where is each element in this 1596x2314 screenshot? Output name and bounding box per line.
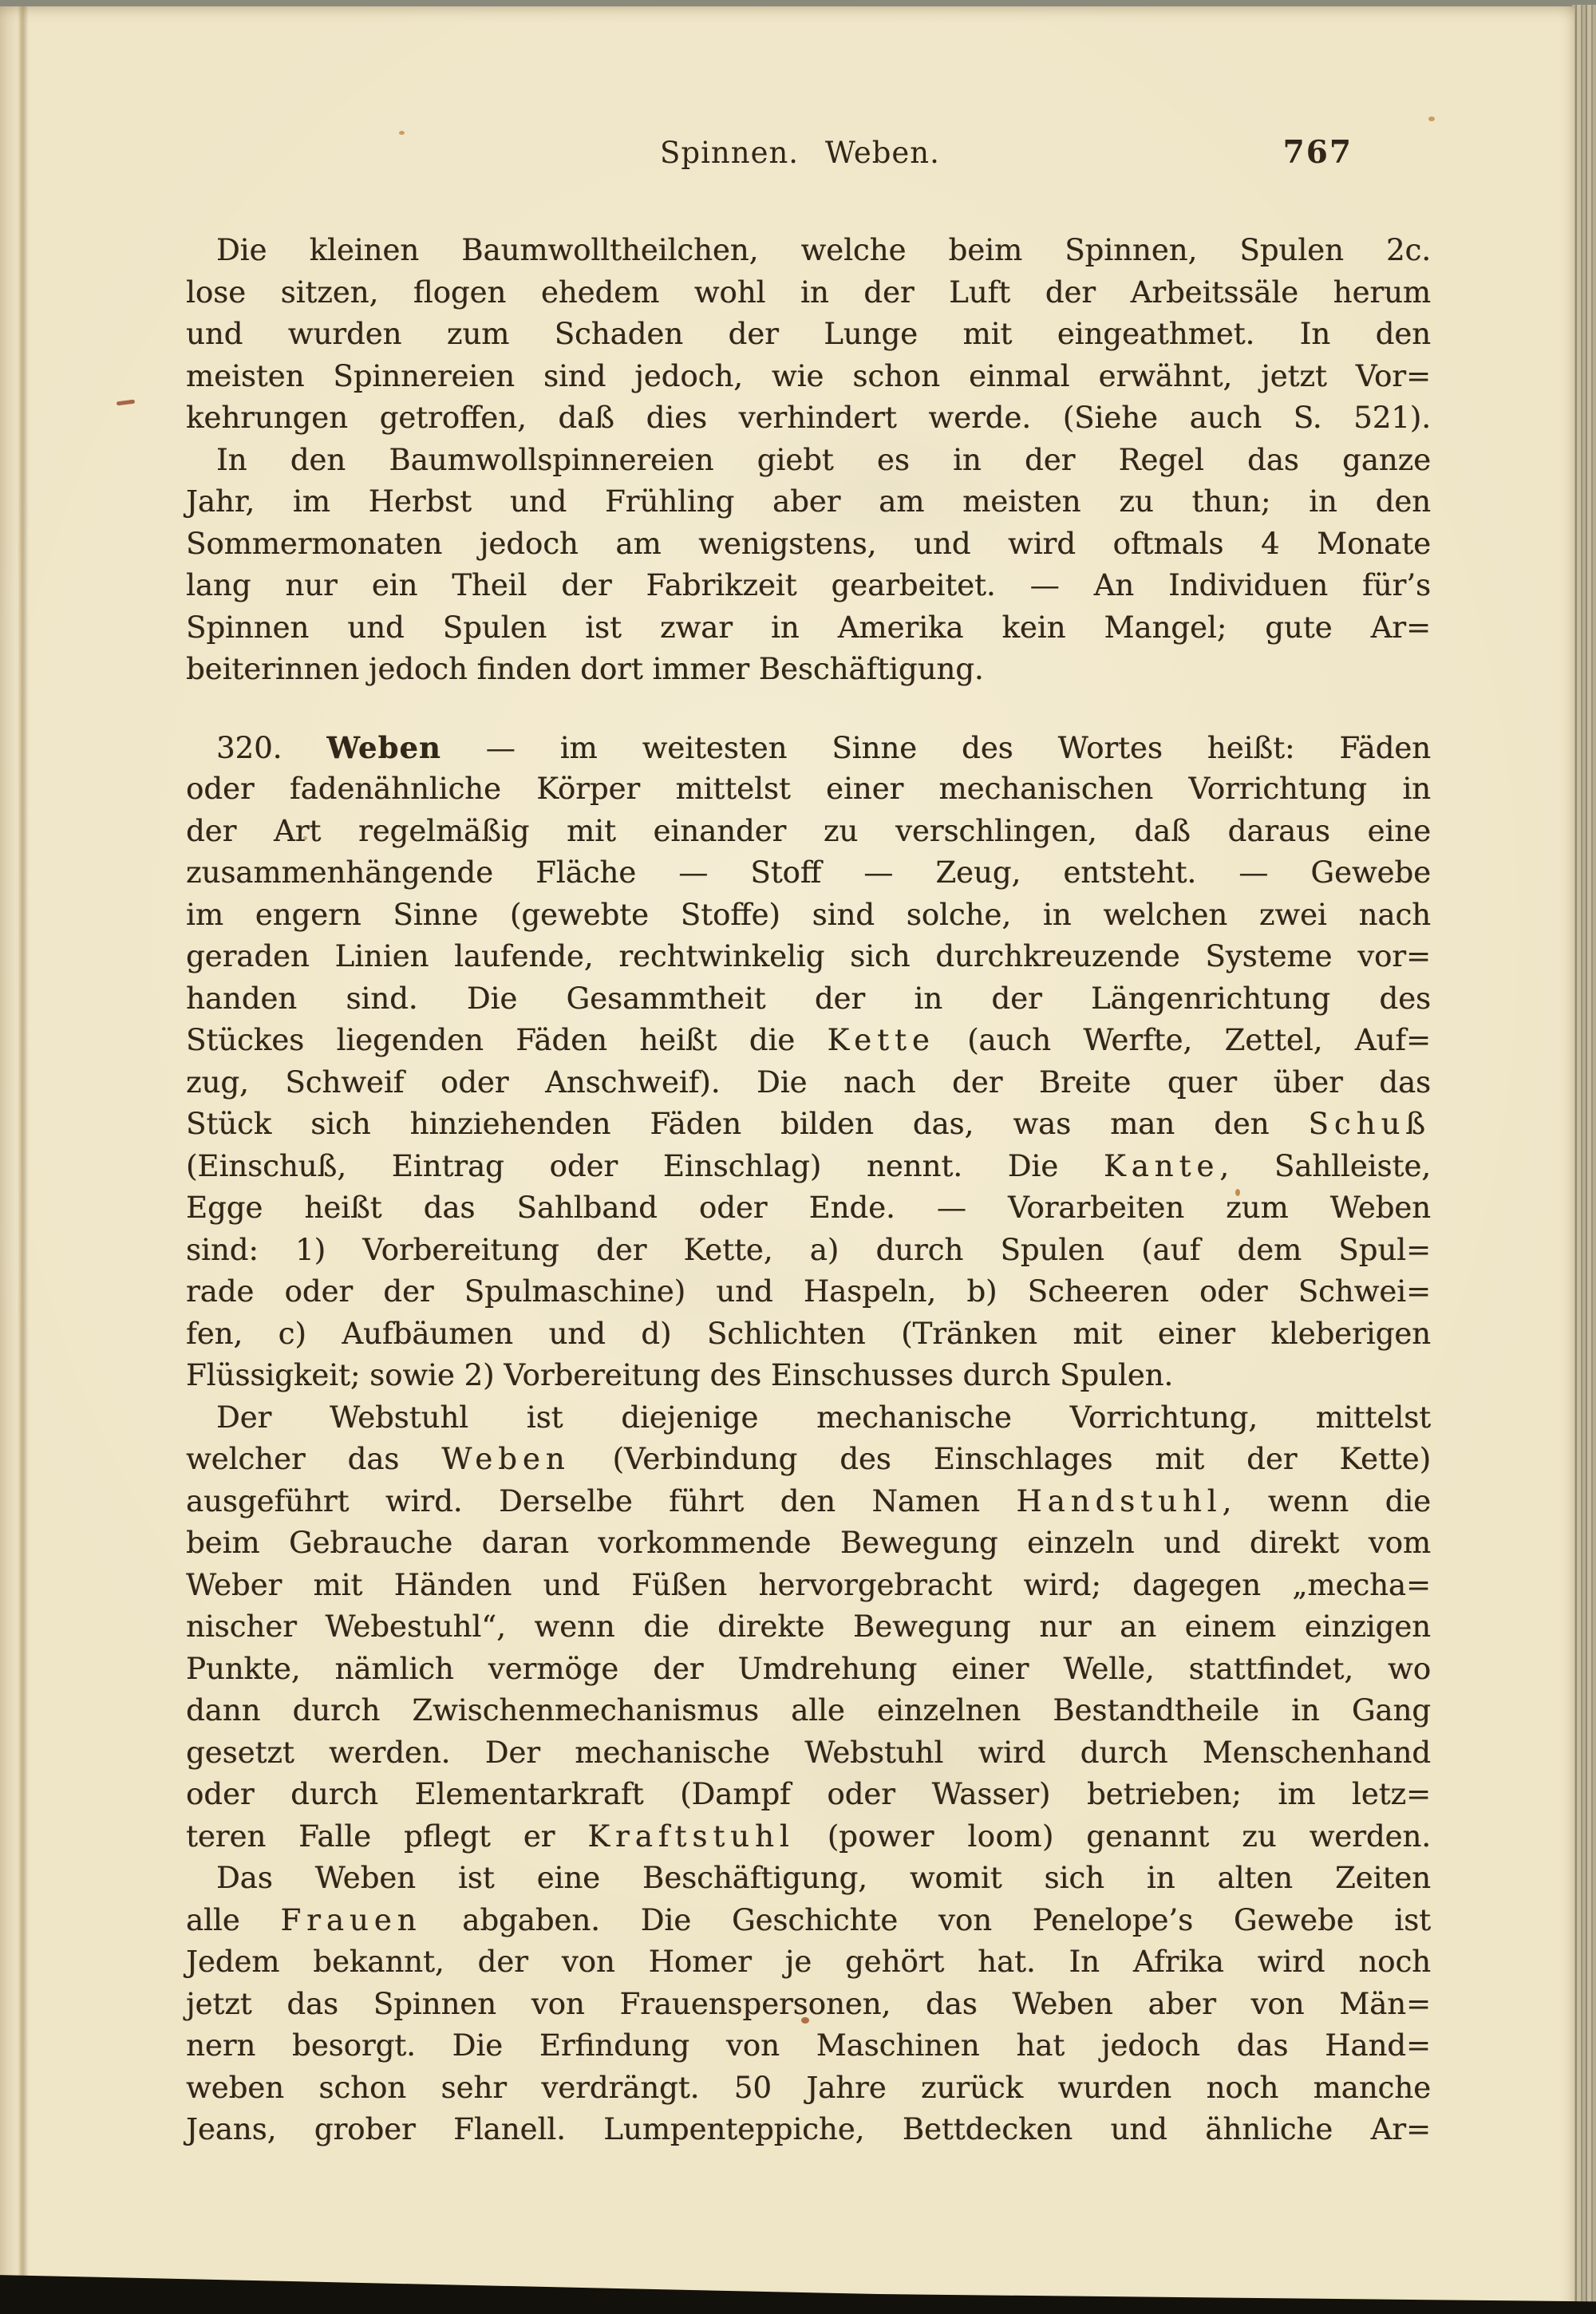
text-line: Punkte, nämlich vermöge der Umdrehung einer Welle, stattfindet, wo — [186, 1651, 1431, 1686]
text-line: dann durch Zwischenmechanismus alle einzelnen Bestandtheile in Gang — [186, 1693, 1431, 1728]
paragraph-baumwolltheilchen — [186, 230, 1431, 440]
emphasized-word: Weben — [441, 1442, 571, 1476]
text-line: Egge heißt das Sahlband oder Ende. — Vorarbeiten zum Weben — [186, 1191, 1431, 1225]
section-heading-line — [186, 727, 1431, 769]
emphasized-word: Frauen — [280, 1902, 422, 1937]
running-title: Spinnen. Weben. — [660, 136, 940, 170]
emphasized-word: Kante — [1103, 1148, 1220, 1183]
page-number: 767 — [1282, 134, 1353, 171]
emphasized-word: Schuß — [1308, 1107, 1431, 1141]
section-heading-rest: — im weitesten Sinne des Wortes heißt: Fäden — [485, 730, 1432, 765]
text-line: alle Frauen abgaben. Die Geschichte von Penelope’s Gewebe ist — [186, 1902, 1431, 1937]
text-line: gesetzt werden. Der mechanische Webstuhl wird durch Menschenhand — [186, 1735, 1431, 1770]
text-line: nischer Webestuhl“, wenn die direkte Bewegung nur an einem einzigen — [186, 1609, 1431, 1644]
text-line: lose sitzen, flogen ehedem wohl in der Luft der Arbeitssäle herum — [186, 274, 1431, 310]
text-line: Der Webstuhl ist diejenige mechanische Vorrichtung, mittelst — [216, 1400, 1431, 1435]
text-block — [186, 6, 1431, 2151]
emphasized-word: Kraftstuhl — [587, 1818, 795, 1854]
text-line: lang nur ein Theil der Fabrikzeit gearbeitet. — An Individuen für’s — [186, 568, 1431, 602]
text-line: (Einschuß, Eintrag oder Einschlag) nennt. Die Kante, Sahlleiste, — [186, 1148, 1432, 1183]
text-line: oder durch Elementarkraft (Dampf oder Wasser) betrieben; im letz= — [186, 1777, 1431, 1811]
paragraph-webstuhl — [186, 1397, 1431, 1858]
text-line: sind: 1) Vorbereitung der Kette, a) durch Spulen (auf dem Spul= — [186, 1232, 1431, 1267]
text-line: Sommermonaten jedoch am wenigstens, und wird oftmals 4 Monate — [186, 526, 1431, 561]
text-line: Die kleinen Baumwolltheilchen, welche beim Spinnen, Spulen 2c. — [216, 233, 1431, 267]
text-line: Jedem bekannt, der von Homer je gehört hat. In Afrika wird noch — [186, 1945, 1431, 1979]
section-title: Weben — [326, 729, 441, 765]
text-line: jetzt das Spinnen von Frauenspersonen, das Weben aber von Män= — [186, 1986, 1431, 2021]
text-line: Stückes liegenden Fäden heißt die Kette (auch Werfte, Zettel, Auf= — [186, 1023, 1431, 1057]
text-line: und wurden zum Schaden der Lunge mit eingeathmet. In den — [186, 317, 1431, 351]
text-line: meisten Spinnereien sind jedoch, wie schon einmal erwähnt, jetzt Vor= — [186, 358, 1431, 393]
text-line: zug, Schweif oder Anschweif). Die nach der Breite quer über das — [186, 1064, 1431, 1100]
text-line: kehrungen getroffen, daß dies verhindert werde. (Siehe auch S. 521). — [186, 401, 1431, 435]
emphasized-word: Handstuhl — [1016, 1483, 1223, 1518]
text-line: teren Falle pflegt er Kraftstuhl (power loom) genannt zu werden. — [186, 1818, 1431, 1854]
text-line: oder fadenähnliche Körper mittelst einer mechanischen Vorrichtung in — [186, 772, 1431, 806]
text-line: Stück sich hinziehenden Fäden bilden das, was man den Schuß — [186, 1107, 1431, 1141]
text-line: Spinnen und Spulen ist zwar in Amerika kein Mangel; gute Ar= — [186, 610, 1431, 645]
text-line: Das Weben ist eine Beschäftigung, womit sich in alten Zeiten — [216, 1861, 1431, 1895]
page-edge-stack — [1572, 5, 1596, 2314]
text-line: weben schon sehr verdrängt. 50 Jahre zurück wurden noch manche — [186, 2070, 1431, 2105]
text-line: rade oder der Spulmaschine) und Haspeln, b) Scheeren oder Schwei= — [186, 1274, 1431, 1309]
text-line: Jeans, grober Flanell. Lumpenteppiche, Bettdecken und ähnliche Ar= — [186, 2112, 1431, 2146]
page-fold-crease — [18, 6, 29, 2277]
latin-term: power loom — [839, 1818, 1042, 1854]
text-line: Flüssigkeit; sowie 2) Vorbereitung des Einschusses durch Spulen. — [186, 1358, 1174, 1392]
book-page — [0, 6, 1574, 2314]
text-line: Weber mit Händen und Füßen hervorgebracht wird; dagegen „mecha= — [186, 1567, 1431, 1602]
text-line: ausgeführt wird. Derselbe führt den Namen Handstuhl, wenn die — [186, 1483, 1431, 1518]
emphasized-word: Kette — [827, 1023, 935, 1057]
text-line: Jahr, im Herbst und Frühling aber am meisten zu thun; in den — [186, 484, 1431, 519]
text-line: geraden Linien laufende, rechtwinkelig sich durchkreuzende Systeme vor= — [186, 939, 1431, 973]
page-header — [186, 136, 1431, 172]
margin-mark — [117, 400, 135, 406]
paragraph-baumwollspinnereien — [186, 440, 1431, 691]
text-line: In den Baumwollspinnereien giebt es in der Regel das ganze — [216, 442, 1431, 477]
text-line: fen, c) Aufbäumen und d) Schlichten (Tränken mit einer kleberigen — [186, 1316, 1431, 1351]
text-line: handen sind. Die Gesammtheit der in der Längenrichtung des — [186, 981, 1431, 1016]
text-line: zusammenhängende Fläche — Stoff — Zeug, entsteht. — Gewebe — [186, 855, 1431, 890]
section-320-weben — [186, 727, 1431, 1397]
text-line: beim Gebrauche daran vorkommende Bewegung einzeln und direkt vom — [186, 1526, 1431, 1560]
text-line: welcher das Weben (Verbindung des Einschlages mit der Kette) — [186, 1442, 1431, 1476]
section-number: 320. — [216, 730, 282, 765]
text-line: nern besorgt. Die Erfindung von Maschinen hat jedoch das Hand= — [186, 2028, 1431, 2063]
paragraph-geschichte — [186, 1858, 1431, 2151]
text-line: der Art regelmäßig mit einander zu verschlingen, daß daraus eine — [186, 813, 1431, 848]
text-line: beiterinnen jedoch finden dort immer Beschäftigung. — [186, 652, 984, 686]
text-line: im engern Sinne (gewebte Stoffe) sind solche, in welchen zwei nach — [186, 897, 1431, 932]
